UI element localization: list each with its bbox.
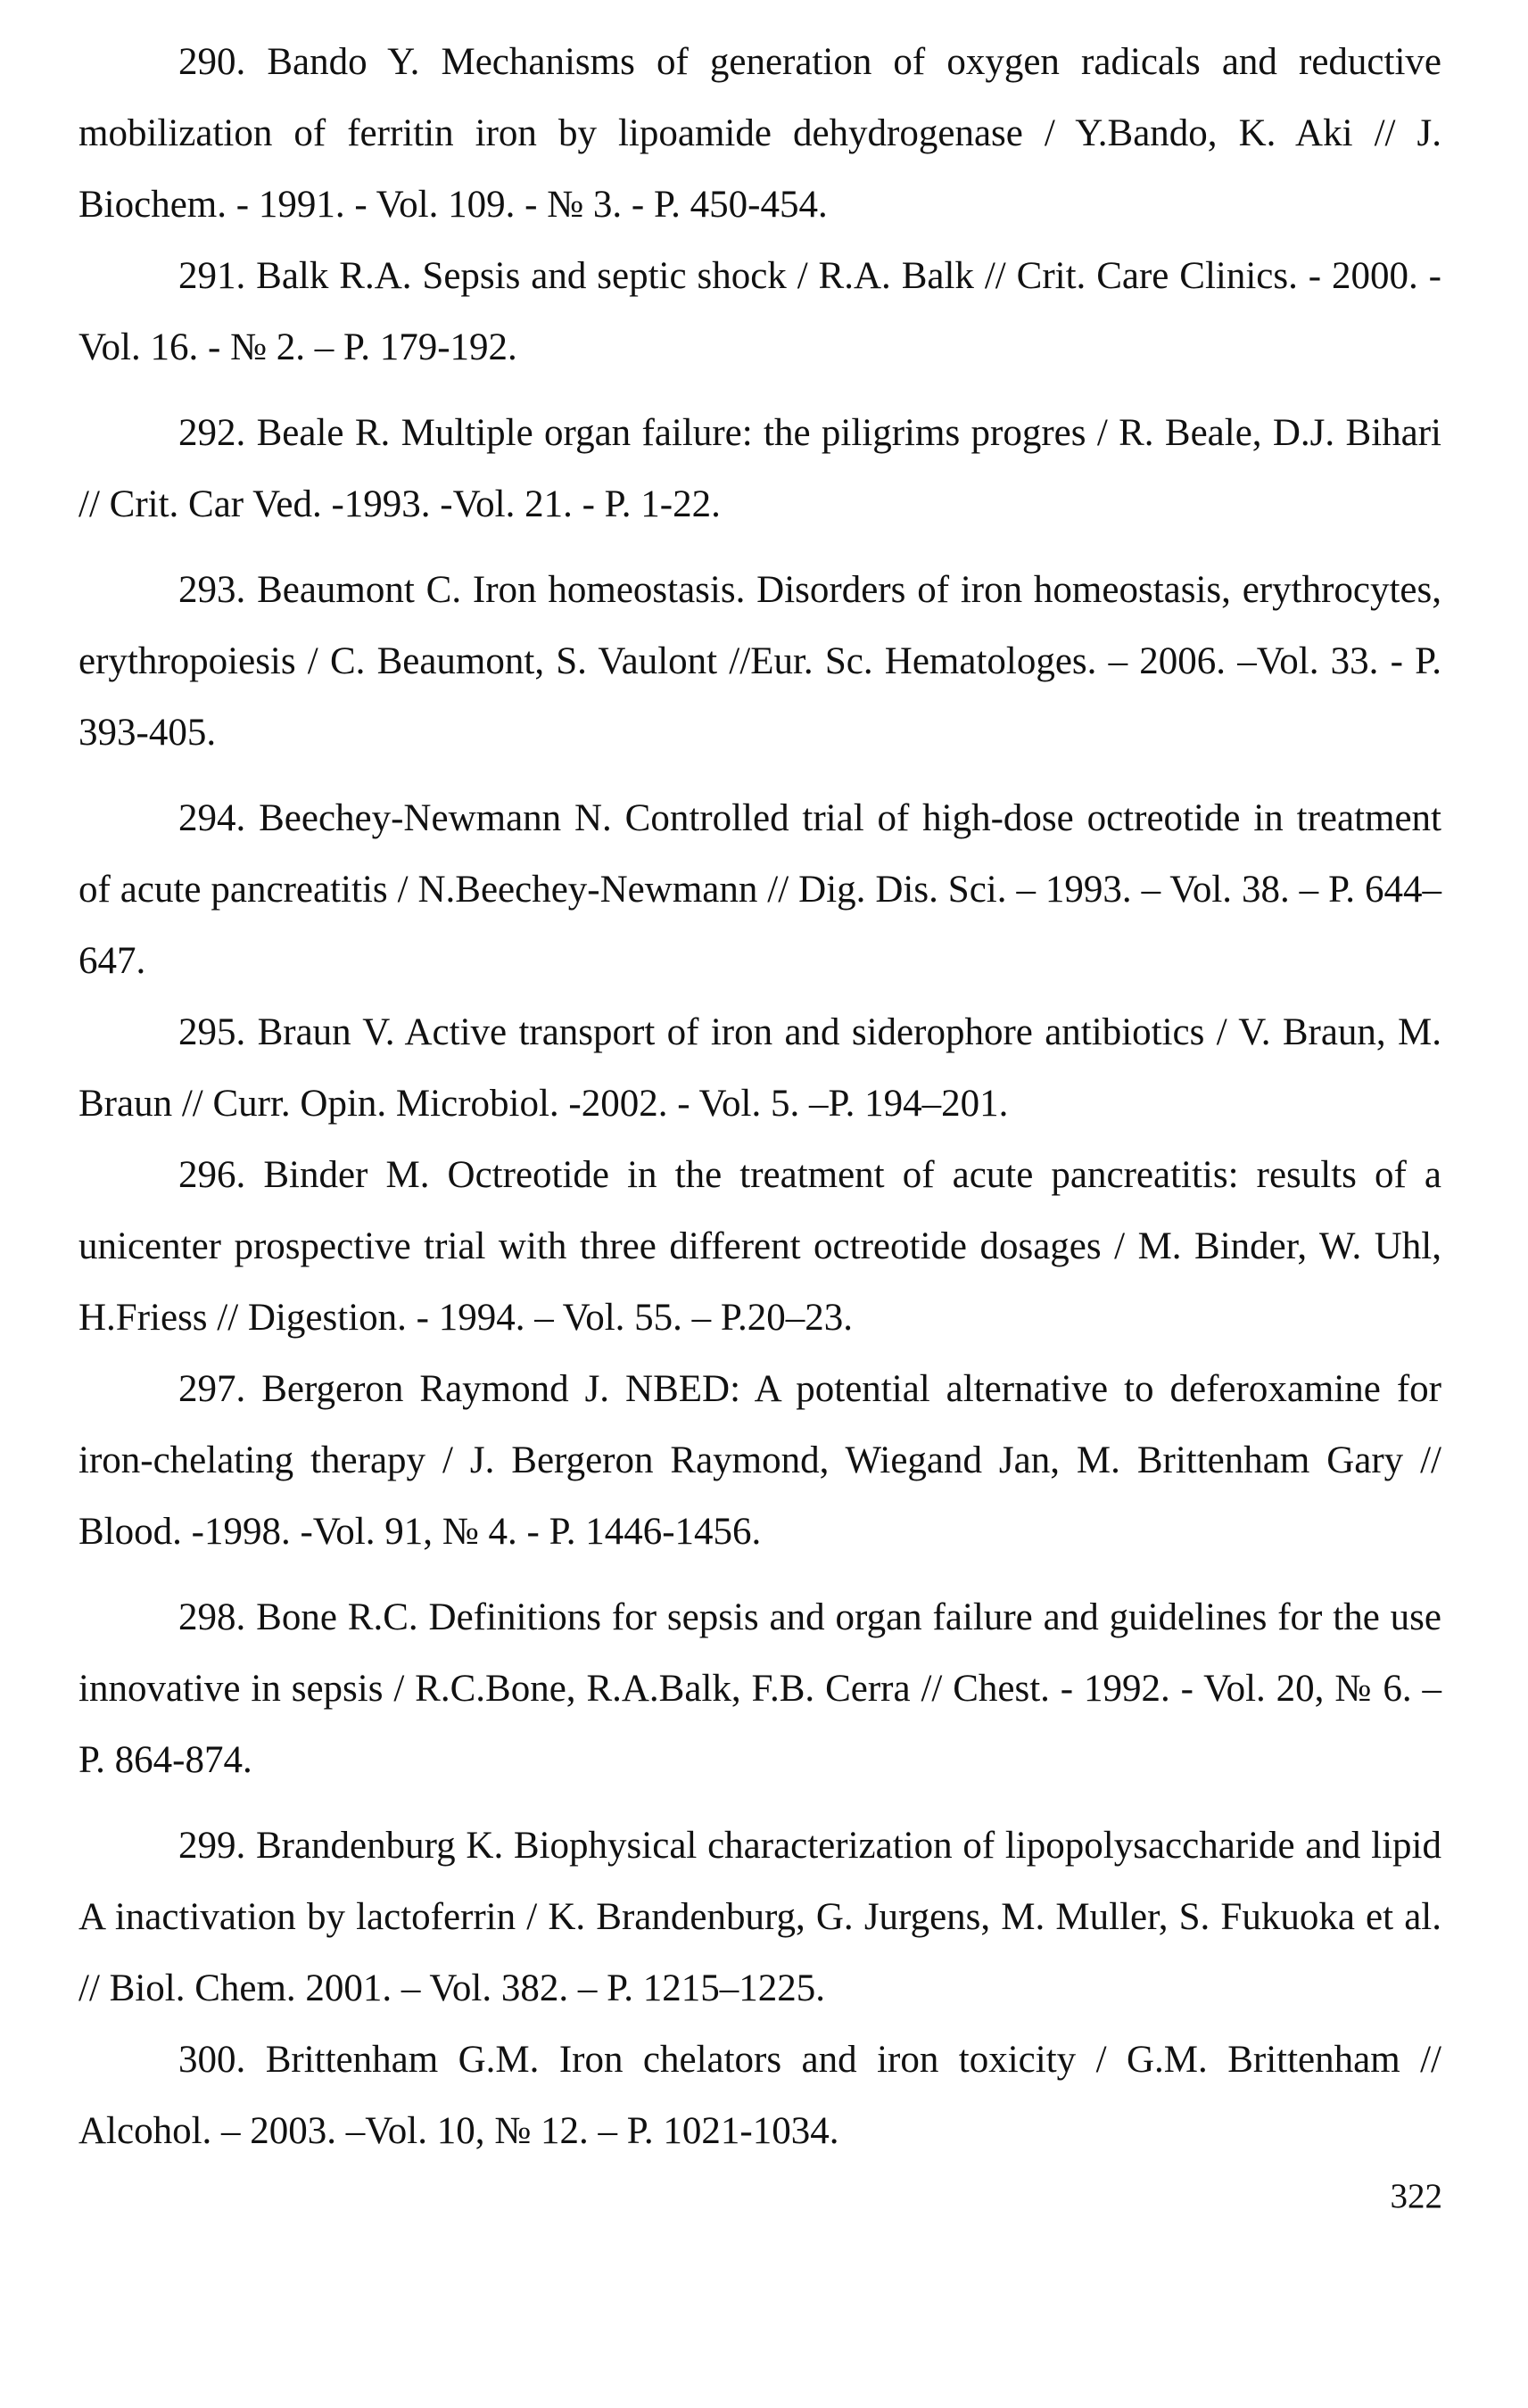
reference-297: 297. Bergeron Raymond J. NBED: A potential alternative to deferoxamine for iron-chelating therapy / J. Bergeron Raymond, Wiegand Jan, M. Brittenham Gary // Blood. -1998. -Vol. 91, № 4. - P. 1446-1456. bbox=[78, 1368, 1441, 1553]
page-number: 322 bbox=[1390, 2177, 1442, 2215]
reference-292: 292. Beale R. Multiple organ failure: the piligrims progres / R. Beale, D.J. Bihari // Crit. Car Ved. -1993. -Vol. 21. - P. 1-22. bbox=[78, 412, 1441, 525]
reference-290: 290. Bando Y. Mechanisms of generation of oxygen radicals and reductive mobilization of ferritin iron by lipoamide dehydrogenase / Y.Bando, K. Aki // J. Biochem. - 1991. - Vol. 109. - № 3. - P. 450-454. bbox=[78, 41, 1441, 226]
reference-296: 296. Binder M. Octreotide in the treatment of acute pancreatitis: results of a unicenter prospective trial with three different octreotide dosages / M. Binder, W. Uhl, H.Friess // Digestion. - 1994. – Vol. 55. – P.20–23. bbox=[78, 1154, 1441, 1339]
reference-293: 293. Beaumont C. Iron homeostasis. Disorders of iron homeostasis, erythrocytes, erythropoiesis / C. Beaumont, S. Vaulont //Eur. Sc. Hematologes. – 2006. –Vol. 33. - P. 393-405. bbox=[78, 569, 1441, 754]
reference-list bbox=[78, 27, 1441, 2167]
reference-299: 299. Brandenburg K. Biophysical characterization of lipopolysaccharide and lipid A inactivation by lactoferrin / K. Brandenburg, G. Jurgens, M. Muller, S. Fukuoka et al. // Biol. Chem. 2001. – Vol. 382. – P. 1215–1225. bbox=[78, 1825, 1441, 2009]
reference-298: 298. Bone R.C. Definitions for sepsis and organ failure and guidelines for the use innovative in sepsis / R.C.Bone, R.A.Balk, F.B. Cerra // Chest. - 1992. - Vol. 20, № 6. –P. 864-874. bbox=[78, 1596, 1441, 1781]
reference-294: 294. Beechey-Newmann N. Controlled trial of high-dose octreotide in treatment of acute pancreatitis / N.Beechey-Newmann // Dig. Dis. Sci. – 1993. – Vol. 38. – P. 644–647. bbox=[78, 797, 1441, 982]
reference-295: 295. Braun V. Active transport of iron and siderophore antibiotics / V. Braun, M. Braun // Curr. Opin. Microbiol. -2002. - Vol. 5. –P. 194–201. bbox=[78, 1011, 1441, 1125]
reference-300: 300. Brittenham G.M. Iron chelators and iron toxicity / G.M. Brittenham // Alcohol. – 2003. –Vol. 10, № 12. – P. 1021-1034. bbox=[78, 2039, 1441, 2152]
reference-291: 291. Balk R.A. Sepsis and septic shock / R.A. Balk // Crit. Care Clinics. - 2000. -Vol. 16. - № 2. – P. 179-192. bbox=[78, 255, 1441, 368]
